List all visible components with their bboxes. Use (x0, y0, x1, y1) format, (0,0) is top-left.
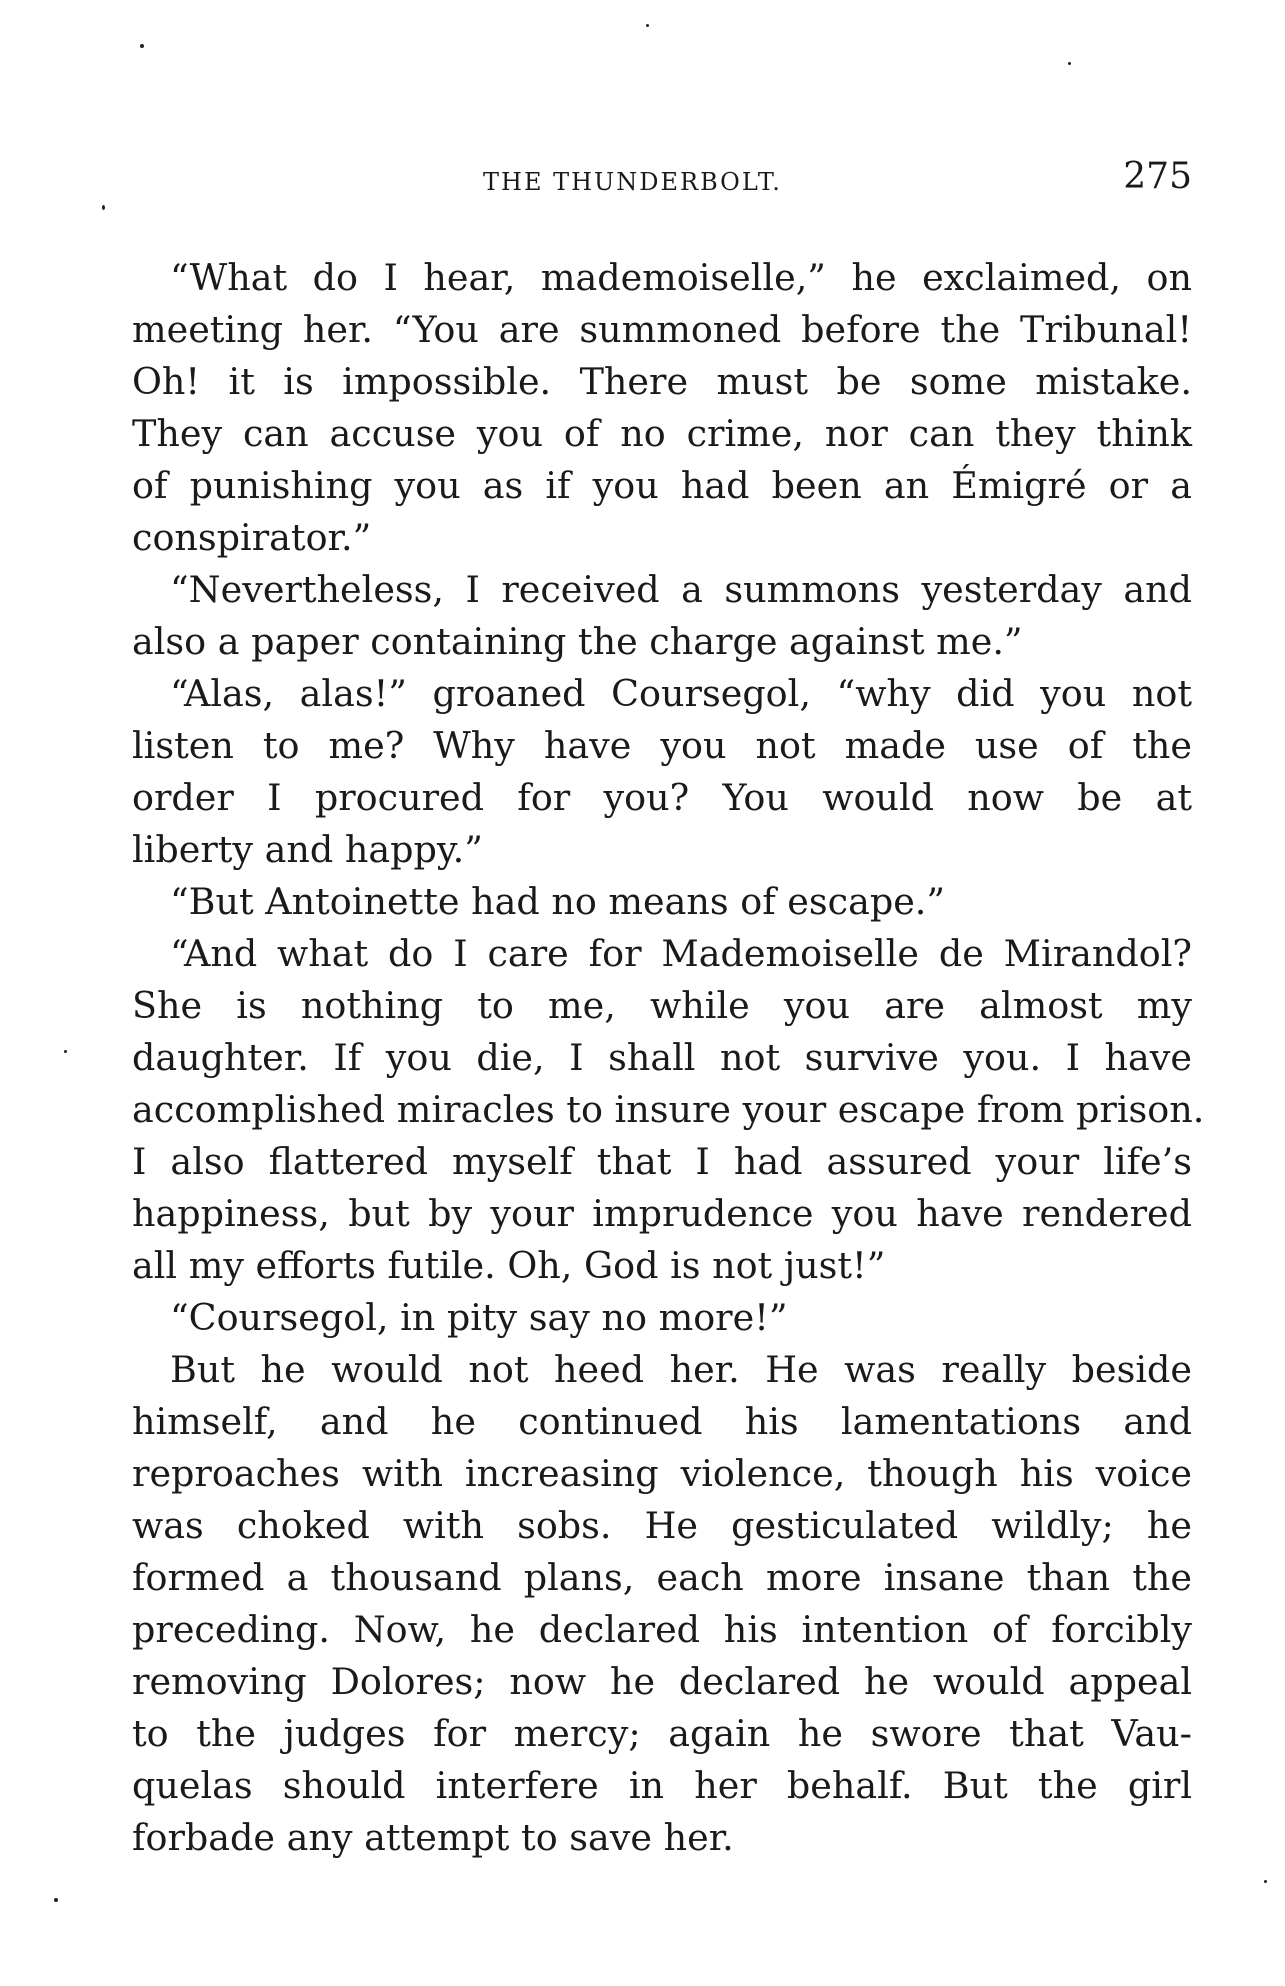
text-line: I also flattered myself that I had assured your life’s (132, 1140, 1192, 1183)
text-line: daughter. If you die, I shall not survive you. I have (132, 1036, 1192, 1079)
text-line: “What do I hear, mademoiselle,” he exclaimed, on (170, 256, 1192, 299)
running-title: THE THUNDERBOLT. (483, 168, 782, 196)
text-line: forbade any attempt to save her. (132, 1816, 734, 1859)
text-line: preceding. Now, he declared his intention of forcibly (132, 1608, 1192, 1651)
text-line: accomplished miracles to insure your escape from prison. (132, 1088, 1205, 1131)
scan-speck (1068, 62, 1071, 65)
text-line: to the judges for mercy; again he swore that Vau- (132, 1712, 1192, 1755)
text-line: conspirator.” (132, 516, 372, 559)
text-line: meeting her. “You are summoned before the Tribunal! (132, 308, 1192, 351)
text-line: reproaches with increasing violence, though his voice (132, 1452, 1192, 1495)
text-line: formed a thousand plans, each more insane than the (132, 1556, 1192, 1599)
body-text (132, 252, 1205, 1864)
text-line: himself, and he continued his lamentations and (132, 1400, 1192, 1443)
book-page (132, 150, 1205, 1864)
text-line: quelas should interfere in her behalf. But the girl (132, 1764, 1192, 1807)
text-line: removing Dolores; now he declared he would appeal (132, 1660, 1192, 1703)
scan-speck (1264, 1880, 1267, 1883)
page-number: 275 (1123, 156, 1192, 197)
scan-speck (102, 205, 105, 210)
text-line: all my efforts futile. Oh, God is not just!” (132, 1244, 886, 1287)
text-line: listen to me? Why have you not made use of the (132, 724, 1192, 767)
text-line: liberty and happy.” (132, 828, 483, 871)
page-header (132, 150, 1192, 210)
scan-speck (64, 1050, 67, 1053)
text-line: Oh! it is impossible. There must be some mistake. (132, 360, 1192, 403)
text-line: happiness, but by your imprudence you have rendered (132, 1192, 1192, 1235)
text-line: also a paper containing the charge against me.” (132, 620, 1023, 663)
text-line: But he would not heed her. He was really beside (170, 1348, 1192, 1391)
text-line: was choked with sobs. He gesticulated wildly; he (132, 1504, 1192, 1547)
scan-speck (646, 24, 649, 27)
text-line: “But Antoinette had no means of escape.” (170, 880, 946, 923)
text-line: They can accuse you of no crime, nor can they think (132, 412, 1192, 455)
scan-speck (140, 44, 144, 48)
text-line: “And what do I care for Mademoiselle de Mirandol? (170, 932, 1192, 975)
text-line: “Coursegol, in pity say no more!” (170, 1296, 788, 1339)
text-line: of punishing you as if you had been an Émigré or a (132, 464, 1192, 507)
text-line: “Nevertheless, I received a summons yesterday and (170, 568, 1192, 611)
text-line: She is nothing to me, while you are almost my (132, 984, 1192, 1027)
text-line: order I procured for you? You would now be at (132, 776, 1192, 819)
scan-speck (54, 1898, 58, 1902)
text-line: “Alas, alas!” groaned Coursegol, “why did you not (170, 672, 1192, 715)
